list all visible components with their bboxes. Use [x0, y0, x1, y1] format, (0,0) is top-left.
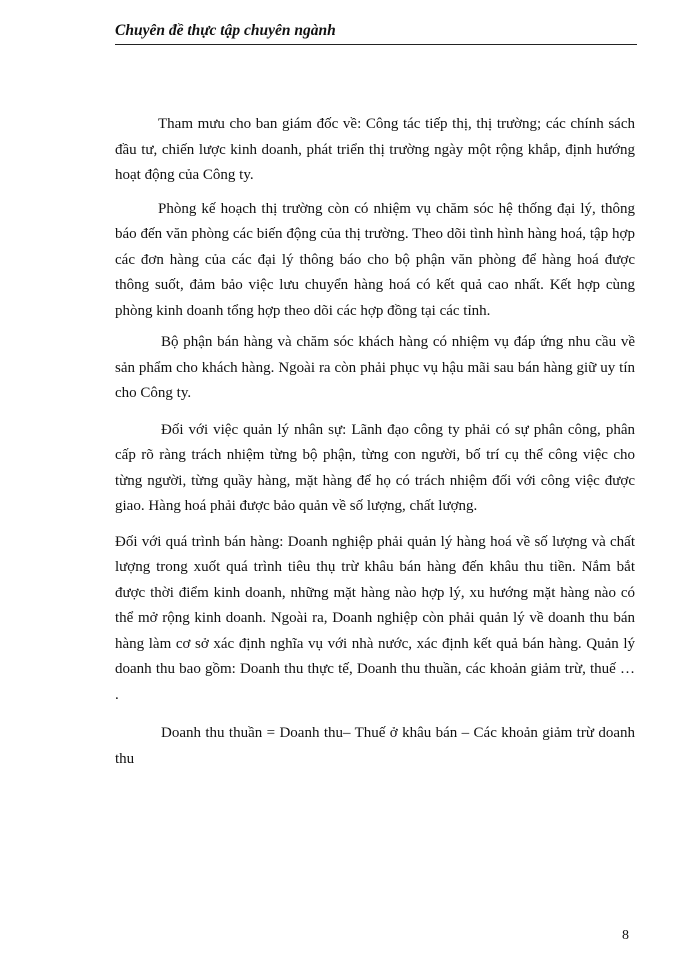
paragraph-net-revenue-formula: Doanh thu thuần = Doanh thu– Thuế ở khâu bán – Các khoản giảm trừ doanh thu	[115, 725, 635, 767]
page-header	[115, 22, 637, 45]
header-title: Chuyên đề thực tập chuyên ngành	[115, 22, 336, 39]
paragraph-sales-department: Bộ phận bán hàng và chăm sóc khách hàng có nhiệm vụ đáp ứng nhu cầu về sản phẩm cho khách hàng. Ngoài ra còn phải phục vụ hậu mãi sau bán hàng giữ uy tín cho Công ty.	[115, 334, 635, 401]
paragraph-market-planning: Phòng kế hoạch thị trường còn có nhiệm vụ chăm sóc hệ thống đại lý, thông báo đến văn phòng các biến động của thị trường. Theo dõi tình hình hàng hoá, tập hợp các đơn hàng của các đại lý thông báo cho bộ phận văn phòng để hàng hoá được thông suốt, đảm bảo việc lưu chuyển hàng hoá có kết quả cao nhất. Kết hợp cùng phòng kinh doanh tổng hợp theo dõi các hợp đồng tại các tỉnh.	[115, 200, 635, 319]
paragraph-advisory: Tham mưu cho ban giám đốc về: Công tác tiếp thị, thị trường; các chính sách đầu tư, chiến lược kinh doanh, phát triển thị trường ngày một rộng khắp, định hướng hoạt động của Công ty.	[115, 116, 635, 183]
document-body	[115, 112, 635, 772]
paragraph-sales-process: Đối với quá trình bán hàng: Doanh nghiệp phải quản lý hàng hoá về số lượng và chất lượng trong xuốt quá trình tiêu thụ trừ khâu bán hàng đến khâu thu tiền. Nắm bắt được thời điểm kinh doanh, những mặt hàng nào hợp lý, xu hướng mặt hàng nào có thể mở rộng kinh doanh. Ngoài ra, Doanh nghiệp còn phải quản lý về doanh thu bán hàng làm cơ sở xác định nghĩa vụ với nhà nước, xác định kết quả bán hàng. Quản lý doanh thu bao gồm: Doanh thu thực tế, Doanh thu thuần, các khoản giảm trừ, thuế … .	[115, 533, 635, 703]
page-number: 8	[622, 928, 629, 943]
paragraph-personnel-management: Đối với việc quản lý nhân sự: Lãnh đạo công ty phải có sự phân công, phân cấp rõ ràng trách nhiệm từng bộ phận, từng con người, bố trí cụ thể công việc cho từng người, từng quầy hàng, mặt hàng để họ có trách nhiệm đối với công việc được giao. Hàng hoá phải được bảo quản về số lượng, chất lượng.	[115, 421, 635, 514]
